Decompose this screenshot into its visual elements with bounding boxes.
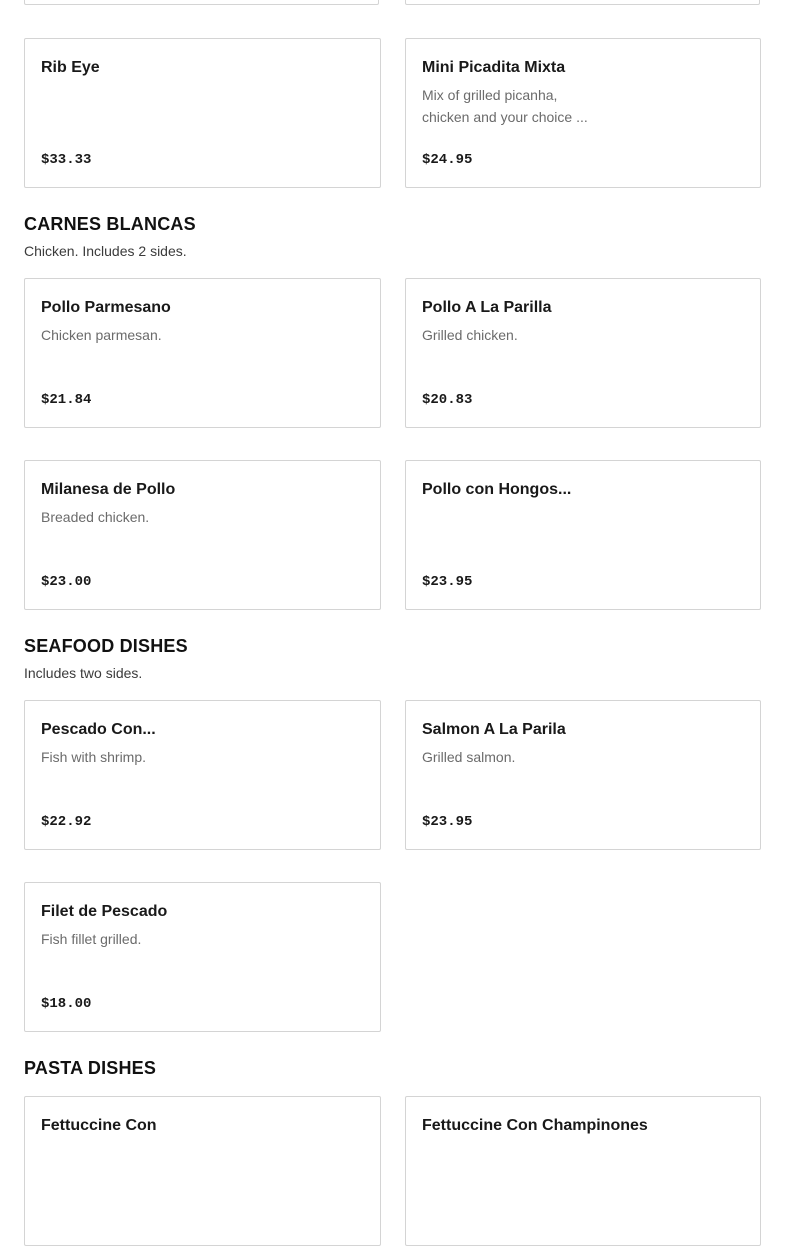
menu-item-price: $23.00 xyxy=(41,574,92,590)
menu-item-price: $20.83 xyxy=(422,392,473,408)
menu-item-card[interactable] xyxy=(24,0,379,5)
menu-item-card[interactable] xyxy=(405,460,761,610)
menu-item-description: Grilled chicken. xyxy=(422,327,518,343)
menu-item-price: $24.95 xyxy=(422,152,473,168)
menu-item-card[interactable] xyxy=(405,0,760,5)
menu-item-name: Pollo A La Parilla xyxy=(422,299,552,316)
menu-item-price: $23.95 xyxy=(422,574,473,590)
menu-item-name: Fettuccine Con xyxy=(41,1117,157,1134)
menu-item-name: Salmon A La Parila xyxy=(422,721,566,738)
menu-item-name: Pollo Parmesano xyxy=(41,299,171,316)
menu-item-name: Fettuccine Con Champinones xyxy=(422,1117,648,1134)
menu-item-price: $18.00 xyxy=(41,996,92,1012)
menu-item-description: Chicken parmesan. xyxy=(41,327,162,343)
menu-item-price: $33.33 xyxy=(41,152,92,168)
menu-item-card[interactable] xyxy=(24,278,381,428)
menu-item-card[interactable] xyxy=(24,1096,381,1246)
menu-item-card[interactable] xyxy=(24,38,381,188)
menu-item-description: Fish fillet grilled. xyxy=(41,931,142,947)
menu-item-name: Pollo con Hongos... xyxy=(422,481,572,498)
section-title: PASTA DISHES xyxy=(24,1058,157,1078)
menu-item-name: Filet de Pescado xyxy=(41,903,168,920)
menu-item-price: $22.92 xyxy=(41,814,92,830)
menu-item-card[interactable] xyxy=(405,278,761,428)
menu-item-card[interactable] xyxy=(405,38,761,188)
menu-item-card[interactable] xyxy=(24,700,381,850)
menu-item-name: Rib Eye xyxy=(41,59,100,76)
section-title: SEAFOOD DISHES xyxy=(24,636,188,656)
menu-item-description: Grilled salmon. xyxy=(422,749,516,765)
menu-item-price: $21.84 xyxy=(41,392,92,408)
menu-item-description: Breaded chicken. xyxy=(41,509,150,525)
menu-item-card[interactable] xyxy=(24,460,381,610)
menu-item-card[interactable] xyxy=(405,1096,761,1246)
menu-item-description: Fish with shrimp. xyxy=(41,749,147,765)
menu-item-card[interactable] xyxy=(405,700,761,850)
menu-item-card[interactable] xyxy=(24,882,381,1032)
section-subtitle: Includes two sides. xyxy=(24,665,143,681)
menu-item-name: Pescado Con... xyxy=(41,721,156,738)
menu-item-name: Milanesa de Pollo xyxy=(41,481,176,498)
section-title: CARNES BLANCAS xyxy=(24,214,196,234)
section-subtitle: Chicken. Includes 2 sides. xyxy=(24,243,187,259)
menu-item-name: Mini Picadita Mixta xyxy=(422,59,566,76)
menu-item-price: $23.95 xyxy=(422,814,473,830)
menu-item-description: Mix of grilled picanha, chicken and your choice ... xyxy=(422,87,588,125)
